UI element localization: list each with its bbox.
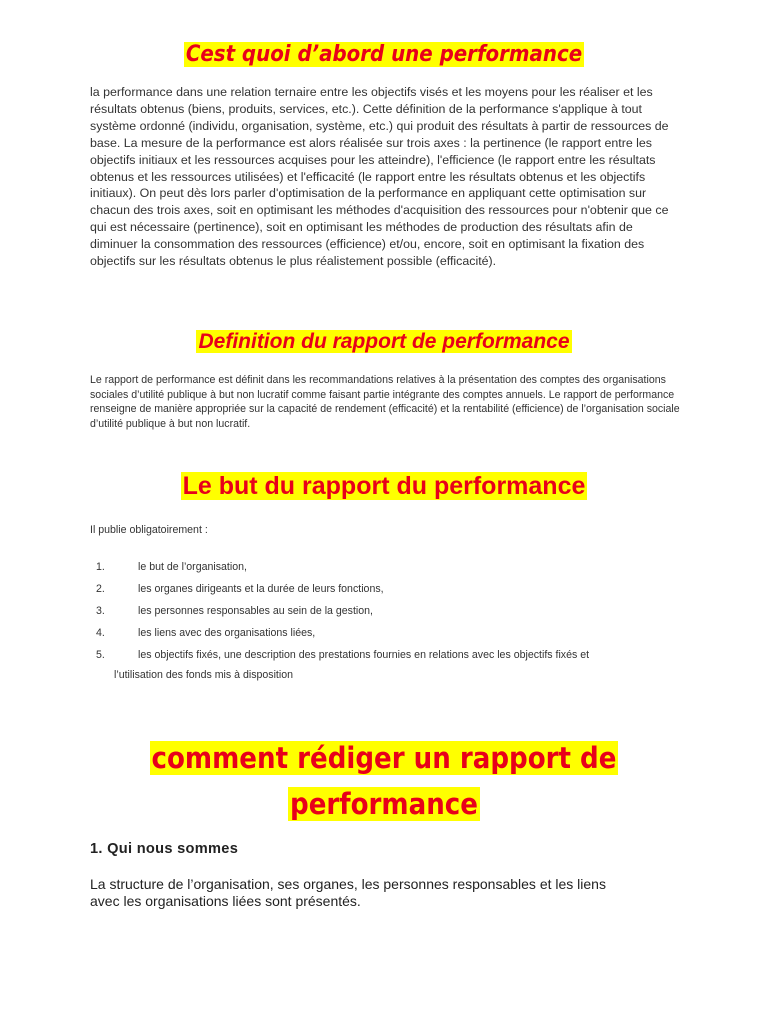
list-item-text: le but de l’organisation,	[138, 561, 247, 573]
section1-heading-text: Cest quoi d’abord une performance	[185, 42, 583, 67]
section2-heading-text: Definition du rapport de performance	[198, 330, 570, 353]
section4-body-line1: La structure de l’organisation, ses organes, les personnes responsables et les liens	[90, 876, 606, 892]
list-item	[96, 604, 589, 618]
list-item-continuation: l’utilisation des fonds mis à disposition	[114, 669, 294, 681]
list-item-text: les organes dirigeants et la durée de leurs fonctions,	[138, 583, 384, 595]
list-item	[96, 648, 589, 682]
section1-paragraph: la performance dans une relation ternaire entre les objectifs visés et les moyens pour les réaliser et les résultats obtenus (biens, produits, services, etc.). Cette définition de la performance s'applique à tout système ordonné (individu, organisation, système, etc.) qui produit des résultats à partir de ressources de base. La mesure de la performance est alors réalisée sur trois axes : la pertinence (le rapport entre les objectifs initiaux et les ressources acquises pour les atteindre), l'efficience (le rapport entre les résultats obtenus et les ressources utilisées) et l'efficacité (le rapport entre les résultats obtenus et les objectifs initiaux). On peut dès lors parler d'optimisation de la performance en appliquant cette optimisation sur chacun des trois axes, soit en optimisant les méthodes d'acquisition des ressources pour n'obtenir que ce qui est nécessaire (pertinence), soit en optimisant les méthodes de production des résultats afin de diminuer la consommation des ressources (efficience) et/ou, encore, soit en optimisant la fixation des objectifs sur les résultats obtenus le plus réalistement possible (efficacité).	[90, 85, 669, 269]
section3-heading	[0, 472, 768, 501]
section4-subheading: 1. Qui nous sommes	[90, 841, 239, 857]
section4-heading	[0, 735, 768, 827]
section4-body-line2: avec les organisations liées sont présentés.	[90, 893, 361, 909]
list-item-number: 2.	[96, 583, 105, 595]
list-item-text: les objectifs fixés, une description des prestations fournies en relations avec les objectifs fixés et	[138, 649, 590, 661]
list-item-number: 1.	[96, 561, 105, 573]
section2-heading	[0, 330, 768, 354]
section4-heading-line1: comment rédiger un rapport de	[151, 741, 617, 775]
list-item	[96, 560, 589, 574]
list-item-text: les personnes responsables au sein de la gestion,	[138, 605, 373, 617]
list-item-number: 5.	[96, 649, 105, 661]
section3-heading-text: Le but du rapport du performance	[182, 472, 586, 500]
objectives-list	[96, 560, 589, 690]
list-item-text: les liens avec des organisations liées,	[138, 627, 316, 639]
section1-heading	[0, 42, 768, 67]
section4-heading-line2: performance	[290, 787, 478, 821]
section3-intro: Il publie obligatoirement :	[90, 524, 208, 536]
list-item	[96, 582, 589, 596]
list-item	[96, 626, 589, 640]
section4-paragraph	[90, 876, 710, 910]
section2-paragraph: Le rapport de performance est définit dans les recommandations relatives à la présentation des comptes des organisations sociales d’utilité publique à but non lucratif comme faisant partie intégrante des comptes annuels. Le rapport de performance renseigne de manière appropriée sur la capacité de rendement (efficacité) et la rentabilité (efficience) de l’organisation sociale d’utilité publique à but non lucratif.	[90, 374, 680, 430]
list-item-number: 4.	[96, 627, 105, 639]
list-item-number: 3.	[96, 605, 105, 617]
